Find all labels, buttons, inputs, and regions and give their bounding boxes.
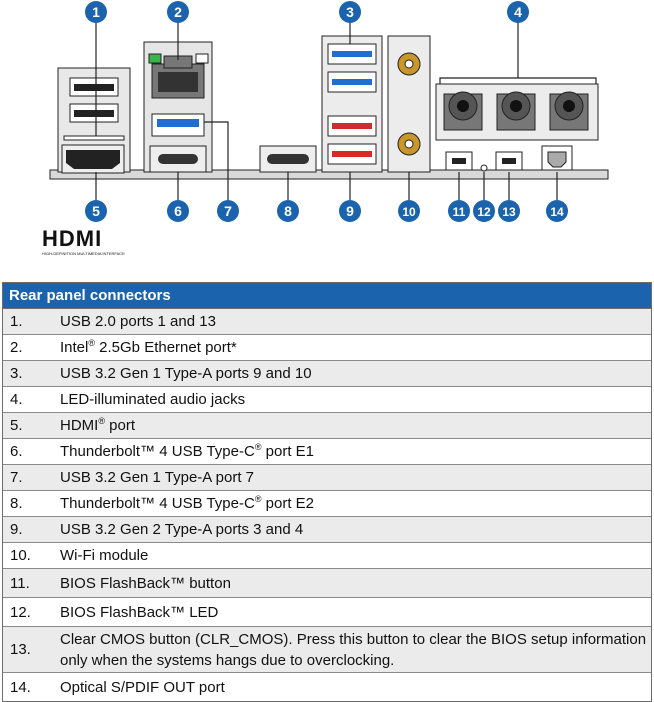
- row-description: [50, 389, 245, 410]
- hdmi-logo-tagline: HIGH-DEFINITION MULTIMEDIA INTERFACE: [42, 251, 125, 256]
- callout-14-label: 14: [550, 205, 564, 219]
- thunderbolt-port-e2: [260, 146, 316, 172]
- row-description: [50, 415, 135, 436]
- callout-5-label: 5: [92, 203, 100, 219]
- row-number: 12.: [10, 603, 31, 621]
- callout-5: [85, 200, 107, 222]
- row-number: 6.: [10, 443, 23, 460]
- flashback-button: [446, 152, 472, 170]
- row-text: Clear CMOS button (CLR_CMOS). Press this button to clear the BIOS setup information only when the systems hangs due to overclocking.: [60, 630, 647, 669]
- clr-cmos-button: [496, 152, 522, 170]
- trademark-mark: ®: [254, 494, 262, 504]
- rear-panel-table: [2, 282, 652, 702]
- row-number: 1.: [10, 313, 23, 330]
- row-number: 4.: [10, 391, 23, 408]
- callout-2-label: 2: [174, 4, 182, 20]
- row-number: 11.: [10, 574, 30, 592]
- row-description: [50, 602, 218, 623]
- row-number: 14.: [10, 678, 31, 696]
- callout-12: [473, 200, 495, 222]
- row-number: 2.: [10, 339, 23, 356]
- callout-11-label: 11: [452, 205, 466, 219]
- row-number: 8.: [10, 495, 23, 512]
- row-description: [50, 573, 231, 594]
- callout-6: [167, 200, 189, 222]
- callout-11: [448, 200, 470, 222]
- row-number: 5.: [10, 417, 23, 434]
- row-text: USB 3.2 Gen 1 Type-A ports 9 and 10: [60, 365, 312, 382]
- row-description: [50, 363, 312, 384]
- table-row: [3, 491, 651, 517]
- table-header: Rear panel connectors: [3, 283, 651, 309]
- trademark-mark: ®: [98, 416, 105, 426]
- table-row: [3, 598, 651, 627]
- optical-spdif-port: [542, 146, 572, 170]
- row-text-suffix: port E1: [261, 443, 314, 460]
- row-description: [50, 545, 148, 566]
- callout-9: [339, 200, 361, 222]
- callout-4: [507, 1, 529, 23]
- table-row: [3, 569, 651, 598]
- table-body: [3, 309, 651, 701]
- callout-10-label: 10: [402, 205, 416, 219]
- row-description: [50, 519, 303, 540]
- callout-6-label: 6: [174, 203, 182, 219]
- row-number: 9.: [10, 521, 23, 538]
- row-description: [50, 441, 314, 462]
- table-row: [3, 673, 651, 701]
- thunderbolt-port-e1: [150, 146, 206, 172]
- trademark-mark: ®: [254, 442, 262, 452]
- usb3-stack: [322, 36, 382, 172]
- table-row: [3, 413, 651, 439]
- callout-8: [277, 200, 299, 222]
- row-description: [50, 629, 651, 671]
- row-text: LED-illuminated audio jacks: [60, 391, 246, 408]
- row-text-suffix: 2.5Gb Ethernet port*: [95, 339, 237, 356]
- rear-panel-diagram: [0, 0, 654, 270]
- row-text: USB 3.2 Gen 2 Type-A ports 3 and 4: [60, 521, 304, 538]
- usb3-gen1-port-7: [152, 114, 204, 136]
- row-text: Wi-Fi module: [60, 547, 149, 564]
- hdmi-logo: [42, 226, 125, 256]
- table-row: [3, 361, 651, 387]
- row-text: Thunderbolt™ 4 USB Type-C: [60, 495, 255, 512]
- hdmi-port: [62, 145, 124, 173]
- callout-3: [339, 1, 361, 23]
- callout-13-label: 13: [502, 205, 516, 219]
- callout-3-label: 3: [346, 4, 354, 20]
- row-text: USB 3.2 Gen 1 Type-A port 7: [60, 469, 255, 486]
- row-description: [50, 311, 216, 332]
- wifi-antennas: [388, 36, 430, 172]
- row-text: HDMI: [60, 417, 99, 434]
- callout-8-label: 8: [284, 203, 292, 219]
- row-text-suffix: port E2: [261, 495, 314, 512]
- row-number: 10.: [10, 547, 31, 564]
- trademark-mark: ®: [88, 338, 95, 348]
- callout-10: [398, 200, 420, 222]
- callout-7-label: 7: [224, 203, 232, 219]
- table-row: [3, 335, 651, 361]
- table-row: [3, 517, 651, 543]
- row-text-suffix: port: [104, 417, 135, 434]
- row-number: 13.: [10, 641, 31, 658]
- table-row: [3, 627, 651, 673]
- table-row: [3, 387, 651, 413]
- row-number: 7.: [10, 469, 23, 486]
- row-description: [50, 337, 237, 358]
- audio-jacks: [436, 84, 598, 140]
- row-description: [50, 467, 254, 488]
- row-text: USB 2.0 ports 1 and 13: [60, 313, 216, 330]
- hdmi-logo-text: HDMI: [42, 226, 103, 251]
- callout-1: [85, 1, 107, 23]
- flashback-led: [481, 165, 487, 171]
- row-number: 3.: [10, 365, 23, 382]
- row-description: [50, 677, 225, 698]
- callout-1-label: 1: [92, 4, 100, 20]
- row-description: [50, 493, 314, 514]
- callout-12-label: 12: [477, 205, 491, 219]
- row-text: BIOS FlashBack™ LED: [60, 603, 219, 621]
- callout-9-label: 9: [346, 203, 354, 219]
- table-row: [3, 543, 651, 569]
- row-text: Optical S/PDIF OUT port: [60, 678, 225, 696]
- callout-4-label: 4: [514, 4, 522, 20]
- row-text: BIOS FlashBack™ button: [60, 574, 231, 592]
- row-text: Thunderbolt™ 4 USB Type-C: [60, 443, 255, 460]
- callout-7: [217, 200, 239, 222]
- table-row: [3, 465, 651, 491]
- row-text: Intel: [60, 339, 89, 356]
- callout-2: [167, 1, 189, 23]
- callout-13: [498, 200, 520, 222]
- table-row: [3, 439, 651, 465]
- callout-14: [546, 200, 568, 222]
- table-row: [3, 309, 651, 335]
